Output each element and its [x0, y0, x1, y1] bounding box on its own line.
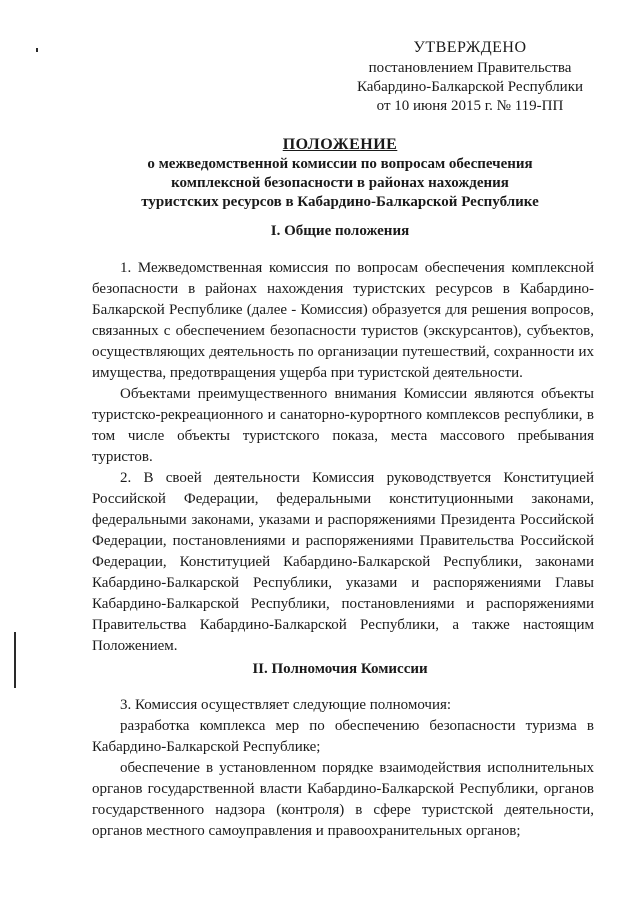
approval-heading: УТВЕРЖДЕНО: [413, 39, 527, 56]
scan-mark-left: [14, 632, 16, 688]
section-2-paragraph-1: 3. Комиссия осуществляет следующие полномочия:: [120, 697, 452, 713]
section-1-paragraph-1: 1. Межведомственная комиссия по вопросам обеспечения комплексной безопасности в районах нахождения туристских ресурсов в Кабардино-Балкарской Республике (далее - Комиссия) образуется для решения вопросов, связанных с обеспечением безопасности туристов (экскурсантов), субъектов, осуществляющих деятельность по организации путешествий, сохранности их имущества, предотвращения ущерба при туристской деятельности.: [92, 260, 594, 381]
section-1-body: [92, 258, 594, 657]
title-line-3: туристских ресурсов в Кабардино-Балкарской Республике: [141, 194, 539, 210]
title-line-2: комплексной безопасности в районах нахождения: [171, 175, 509, 191]
scan-mark-top: [36, 48, 38, 52]
document-heading: ПОЛОЖЕНИЕ: [282, 136, 398, 153]
section-1-heading: I. Общие положения: [270, 223, 410, 239]
section-2-paragraph-3: обеспечение в установленном порядке взаимодействия исполнительных органов государственной власти Кабардино-Балкарской Республики, органов государственного надзора (контроля) в сфере туристской деятельности, органов местного самоуправления и правоохранительных органов;: [92, 760, 594, 839]
document-title: [90, 135, 590, 212]
section-2-heading: II. Полномочия Комиссии: [252, 661, 428, 677]
section-1-paragraph-3: 2. В своей деятельности Комиссия руководствуется Конституцией Российской Федерации, федеральными конституционными законами, федеральными законами, указами и распоряжениями Президента Российской Федерации, постановлениями и распоряжениями Правительства Российской Федерации, Конституцией Кабардино-Балкарской Республики, законами Кабардино-Балкарской Республики, указами и распоряжениями Главы Кабардино-Балкарской Республики, постановлениями и распоряжениями Правительства Кабардино-Балкарской Республики, а также настоящим Положением.: [92, 470, 594, 654]
section-2-body: [92, 695, 594, 842]
section-1-paragraph-2: Объектами преимущественного внимания Комиссии являются объекты туристско-рекреационного и санаторно-курортного комплексов республики, в том числе объекты туристского показа, места массового пребывания туристов.: [92, 386, 594, 465]
approval-line-3: от 10 июня 2015 г. № 119-ПП: [376, 98, 564, 114]
title-line-1: о межведомственной комиссии по вопросам обеспечения: [147, 156, 533, 172]
approval-line-2: Кабардино-Балкарской Республики: [356, 79, 584, 95]
approval-line-1: постановлением Правительства: [368, 60, 572, 76]
approval-stamp: [350, 38, 590, 116]
section-2-paragraph-2: разработка комплекса мер по обеспечению безопасности туризма в Кабардино-Балкарской Республике;: [92, 718, 594, 755]
